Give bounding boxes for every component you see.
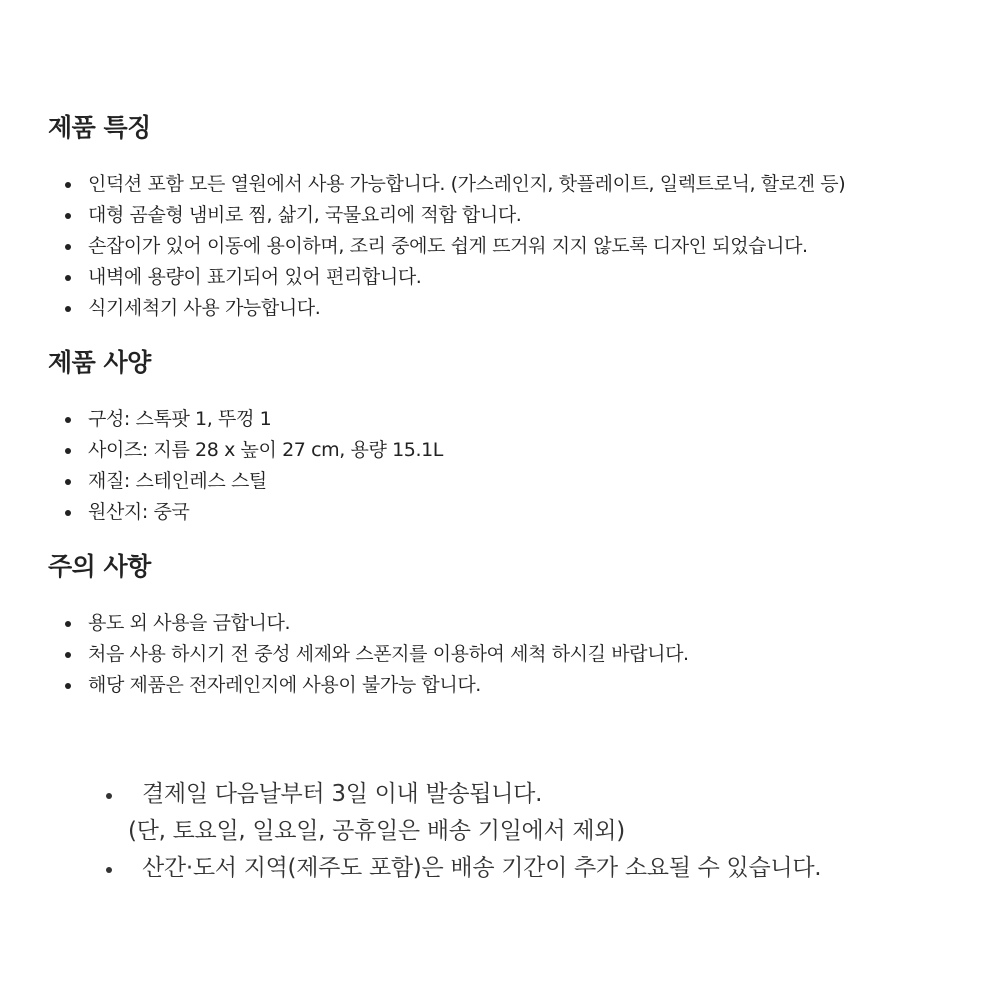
product-features-section xyxy=(48,113,988,324)
list-item-text: 처음 사용 하시기 전 중성 세제와 스폰지를 이용하여 세척 하시길 바랍니다. xyxy=(88,643,689,665)
shipping-item-text: 결제일 다음날부터 3일 이내 발송됩니다. xyxy=(142,781,543,807)
bullet-icon xyxy=(65,182,71,188)
list-item-text: 식기세척기 사용 가능합니다. xyxy=(88,297,321,319)
list-item-text: 손잡이가 있어 이동에 용이하며, 조리 중에도 쉽게 뜨거워 지지 않도록 디자인 되었습니다. xyxy=(88,235,808,257)
bullet-icon xyxy=(65,213,71,219)
list-item xyxy=(48,466,988,497)
bullet-icon xyxy=(65,683,71,689)
list-item-text: 재질: 스테인레스 스틸 xyxy=(88,470,267,492)
list-item xyxy=(48,639,988,670)
product-specs-heading: 제품 사양 xyxy=(48,348,151,377)
bullet-icon xyxy=(106,793,112,799)
list-item xyxy=(48,608,988,639)
bullet-icon xyxy=(65,652,71,658)
bullet-icon xyxy=(65,417,71,423)
bullet-icon xyxy=(65,306,71,312)
shipping-item xyxy=(100,776,980,812)
bullet-icon xyxy=(65,244,71,250)
product-features-list xyxy=(48,169,988,324)
bullet-icon xyxy=(65,621,71,627)
list-item xyxy=(48,404,988,435)
list-item xyxy=(48,262,988,293)
list-item-text: 해당 제품은 전자레인지에 사용이 불가능 합니다. xyxy=(88,674,481,696)
shipping-item-text: 산간·도서 지역(제주도 포함)은 배송 기간이 추가 소요될 수 있습니다. xyxy=(142,855,822,881)
list-item xyxy=(48,497,988,528)
list-item xyxy=(48,200,988,231)
cautions-section xyxy=(48,552,988,701)
list-item-text: 사이즈: 지름 28 x 높이 27 cm, 용량 15.1L xyxy=(88,439,443,461)
product-features-heading: 제품 특징 xyxy=(48,113,151,142)
bullet-icon xyxy=(65,510,71,516)
list-item-text: 구성: 스톡팟 1, 뚜껑 1 xyxy=(88,408,272,430)
list-item xyxy=(48,169,988,200)
product-specs-list xyxy=(48,404,988,528)
list-item xyxy=(48,231,988,262)
list-item-text: 용도 외 사용을 금합니다. xyxy=(88,612,291,634)
list-item-text: 대형 곰솥형 냄비로 찜, 삶기, 국물요리에 적합 합니다. xyxy=(88,204,522,226)
bullet-icon xyxy=(65,479,71,485)
list-item-text: 원산지: 중국 xyxy=(88,501,190,523)
bullet-icon xyxy=(65,448,71,454)
shipping-note: (단, 토요일, 일요일, 공휴일은 배송 기일에서 제외) xyxy=(128,818,625,844)
list-item xyxy=(48,435,988,466)
bullet-icon xyxy=(65,275,71,281)
list-item-text: 내벽에 용량이 표기되어 있어 편리합니다. xyxy=(88,266,422,288)
shipping-item xyxy=(100,850,980,886)
shipping-notice xyxy=(100,776,980,886)
list-item xyxy=(48,670,988,701)
cautions-list xyxy=(48,608,988,701)
cautions-heading: 주의 사항 xyxy=(48,552,151,581)
bullet-icon xyxy=(106,867,112,873)
product-specs-section xyxy=(48,348,988,528)
list-item xyxy=(48,293,988,324)
list-item-text: 인덕션 포함 모든 열원에서 사용 가능합니다. (가스레인지, 핫플레이트, 일렉트로닉, 할로겐 등) xyxy=(88,173,846,195)
